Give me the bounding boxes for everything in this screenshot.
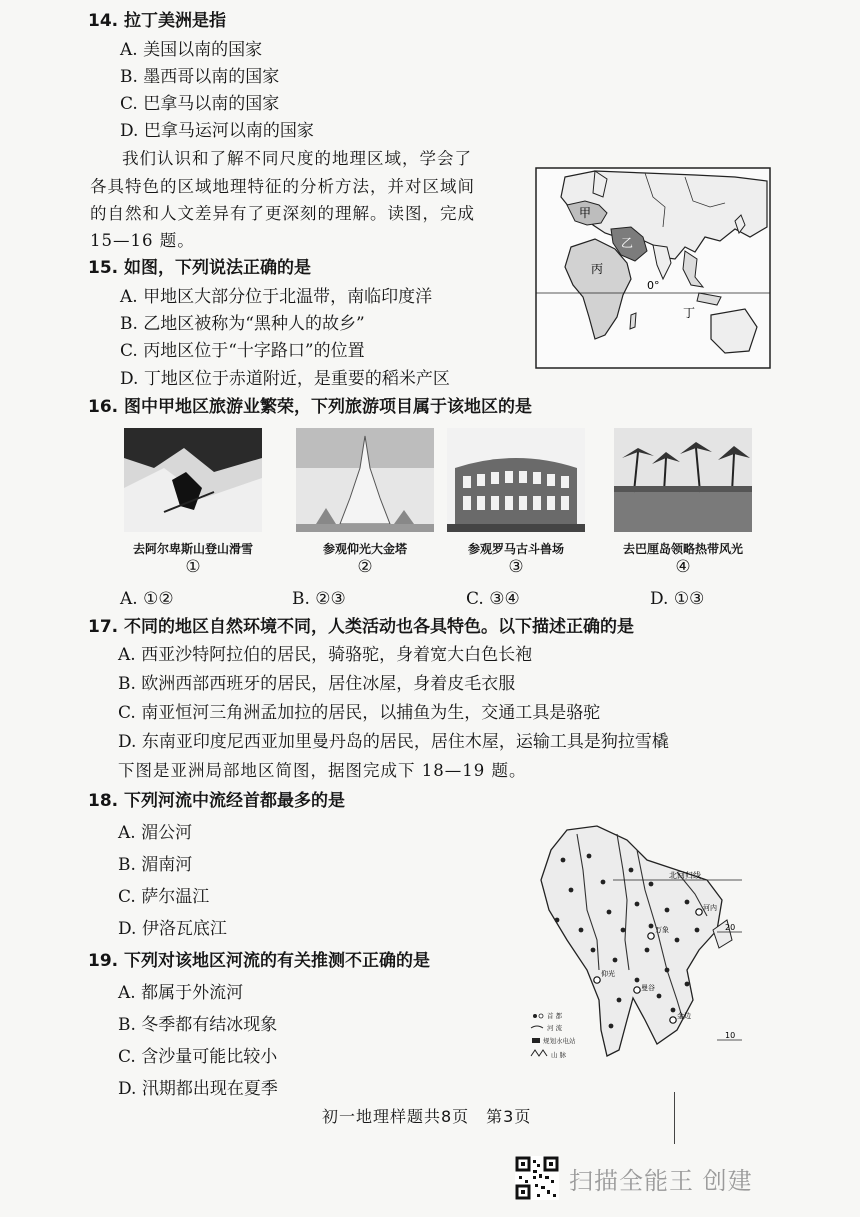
q19-stem: 19. 下列对该地区河流的有关推测不正确的是 [88, 951, 431, 971]
photo-1-number: ① [185, 557, 201, 577]
q15-stem: 15. 如图，下列说法正确的是 [88, 258, 312, 278]
page-footer: 初一地理样题共8页 第3页 [322, 1107, 532, 1126]
qr-code-icon [515, 1156, 559, 1200]
map1-label-jia: 甲 [579, 206, 592, 220]
q17-option-d: D. 东南亚印度尼西亚加里曼丹岛的居民，居住木屋，运输工具是狗拉雪橇 [118, 732, 669, 752]
map2-label-tropic: 北回归线 [669, 871, 701, 880]
map2-legend-mountain: 山 脉 [551, 1051, 567, 1059]
q16-option-b: B. ②③ [292, 589, 346, 609]
q16-option-c: C. ③④ [466, 589, 520, 609]
q17-option-c: C. 南亚恒河三角洲孟加拉的居民，以捕鱼为生，交通工具是骆驼 [118, 703, 601, 723]
map2-label-lat20: 20 [725, 923, 736, 932]
q17-stem: 17. 不同的地区自然环境不同，人类活动也各具特色。以下描述正确的是 [88, 617, 635, 637]
q19-option-b: B. 冬季都有结冰现象 [118, 1015, 278, 1035]
map2-label-lat10: 10 [725, 1031, 736, 1040]
map2-city-hanoi: 河内 [703, 904, 717, 912]
q14-option-c: C. 巴拿马以南的国家 [120, 94, 280, 114]
scanner-watermark [515, 1156, 753, 1200]
map1-label-ding: 丁 [683, 306, 696, 320]
divider-line [674, 1092, 675, 1144]
q19-option-c: C. 含沙量可能比较小 [118, 1047, 278, 1067]
photo-bali-tropical [614, 428, 752, 532]
intro-15-line-3: 的自然和人文差异有了更深刻的理解。读图，完成 [90, 204, 475, 223]
photo-3-number: ③ [508, 557, 524, 577]
photo-4-caption: 去巴厘岛领略热带风光 [622, 542, 743, 556]
photo-roman-colosseum [447, 428, 585, 532]
photo-shwedagon-pagoda [296, 428, 434, 532]
photo-1-caption: 去阿尔卑斯山登山滑雪 [132, 542, 253, 556]
q18-option-b: B. 湄南河 [118, 855, 193, 875]
q15-option-d: D. 丁地区位于赤道附近，是重要的稻米产区 [120, 369, 450, 389]
map1-label-equator: 0° [647, 279, 660, 292]
q14-option-b: B. 墨西哥以南的国家 [120, 67, 280, 87]
q15-option-c: C. 丙地区位于“十字路口”的位置 [120, 341, 365, 361]
q19-option-a: A. 都属于外流河 [118, 983, 244, 1003]
map2-city-bangkok: 曼谷 [641, 984, 655, 992]
photo-2-caption: 参观仰光大金塔 [322, 542, 407, 556]
map1-label-yi: 乙 [621, 236, 634, 250]
q18-option-a: A. 湄公河 [118, 823, 193, 843]
intro-15-line-1: 我们认识和了解不同尺度的地理区域，学会了 [122, 149, 472, 168]
map2-legend-river: 河 流 [547, 1024, 563, 1032]
scanner-watermark-text: 扫描全能王 创建 [569, 1166, 753, 1195]
map2-legend-hydro: 规划水电站 [543, 1037, 576, 1045]
world-region-map [535, 167, 771, 369]
q14-stem: 14. 拉丁美洲是指 [88, 11, 227, 31]
photo-alps-skiing [124, 428, 262, 532]
q18-option-c: C. 萨尔温江 [118, 887, 210, 907]
photo-3-caption: 参观罗马古斗兽场 [467, 542, 564, 556]
map2-city-phnompenh: 金边 [677, 1012, 691, 1020]
q18-option-d: D. 伊洛瓦底江 [118, 919, 227, 939]
q16-stem: 16. 图中甲地区旅游业繁荣，下列旅游项目属于该地区的是 [88, 397, 533, 417]
q17-option-b: B. 欧洲西部西班牙的居民，居住冰屋，身着皮毛衣服 [118, 674, 516, 694]
map1-label-bing: 丙 [591, 262, 604, 276]
intro-15-line-4: 15—16 题。 [90, 231, 195, 250]
map2-city-vientiane: 万象 [655, 926, 669, 934]
photo-2-number: ② [357, 557, 373, 577]
q16-option-d: D. ①③ [650, 589, 705, 609]
q18-stem: 18. 下列河流中流经首都最多的是 [88, 791, 346, 811]
intro-15-line-2: 各具特色的区域地理特征的分析方法，并对区域间 [90, 177, 475, 196]
indochina-map [527, 820, 742, 1068]
map2-legend-capital: 首 都 [547, 1012, 563, 1020]
q17-option-a: A. 西亚沙特阿拉伯的居民，骑骆驼，身着宽大白色长袍 [118, 645, 533, 665]
q19-option-d: D. 汛期都出现在夏季 [118, 1079, 278, 1099]
q15-option-b: B. 乙地区被称为“黑种人的故乡” [120, 314, 365, 334]
q14-option-a: A. 美国以南的国家 [120, 40, 263, 60]
map2-city-yangon: 仰光 [601, 970, 615, 978]
photo-4-number: ④ [675, 557, 691, 577]
q16-option-a: A. ①② [120, 589, 174, 609]
q15-option-a: A. 甲地区大部分位于北温带，南临印度洋 [120, 287, 433, 307]
intro-18: 下图是亚洲局部地区简图，据图完成下 18—19 题。 [118, 761, 527, 780]
q14-option-d: D. 巴拿马运河以南的国家 [120, 121, 314, 141]
